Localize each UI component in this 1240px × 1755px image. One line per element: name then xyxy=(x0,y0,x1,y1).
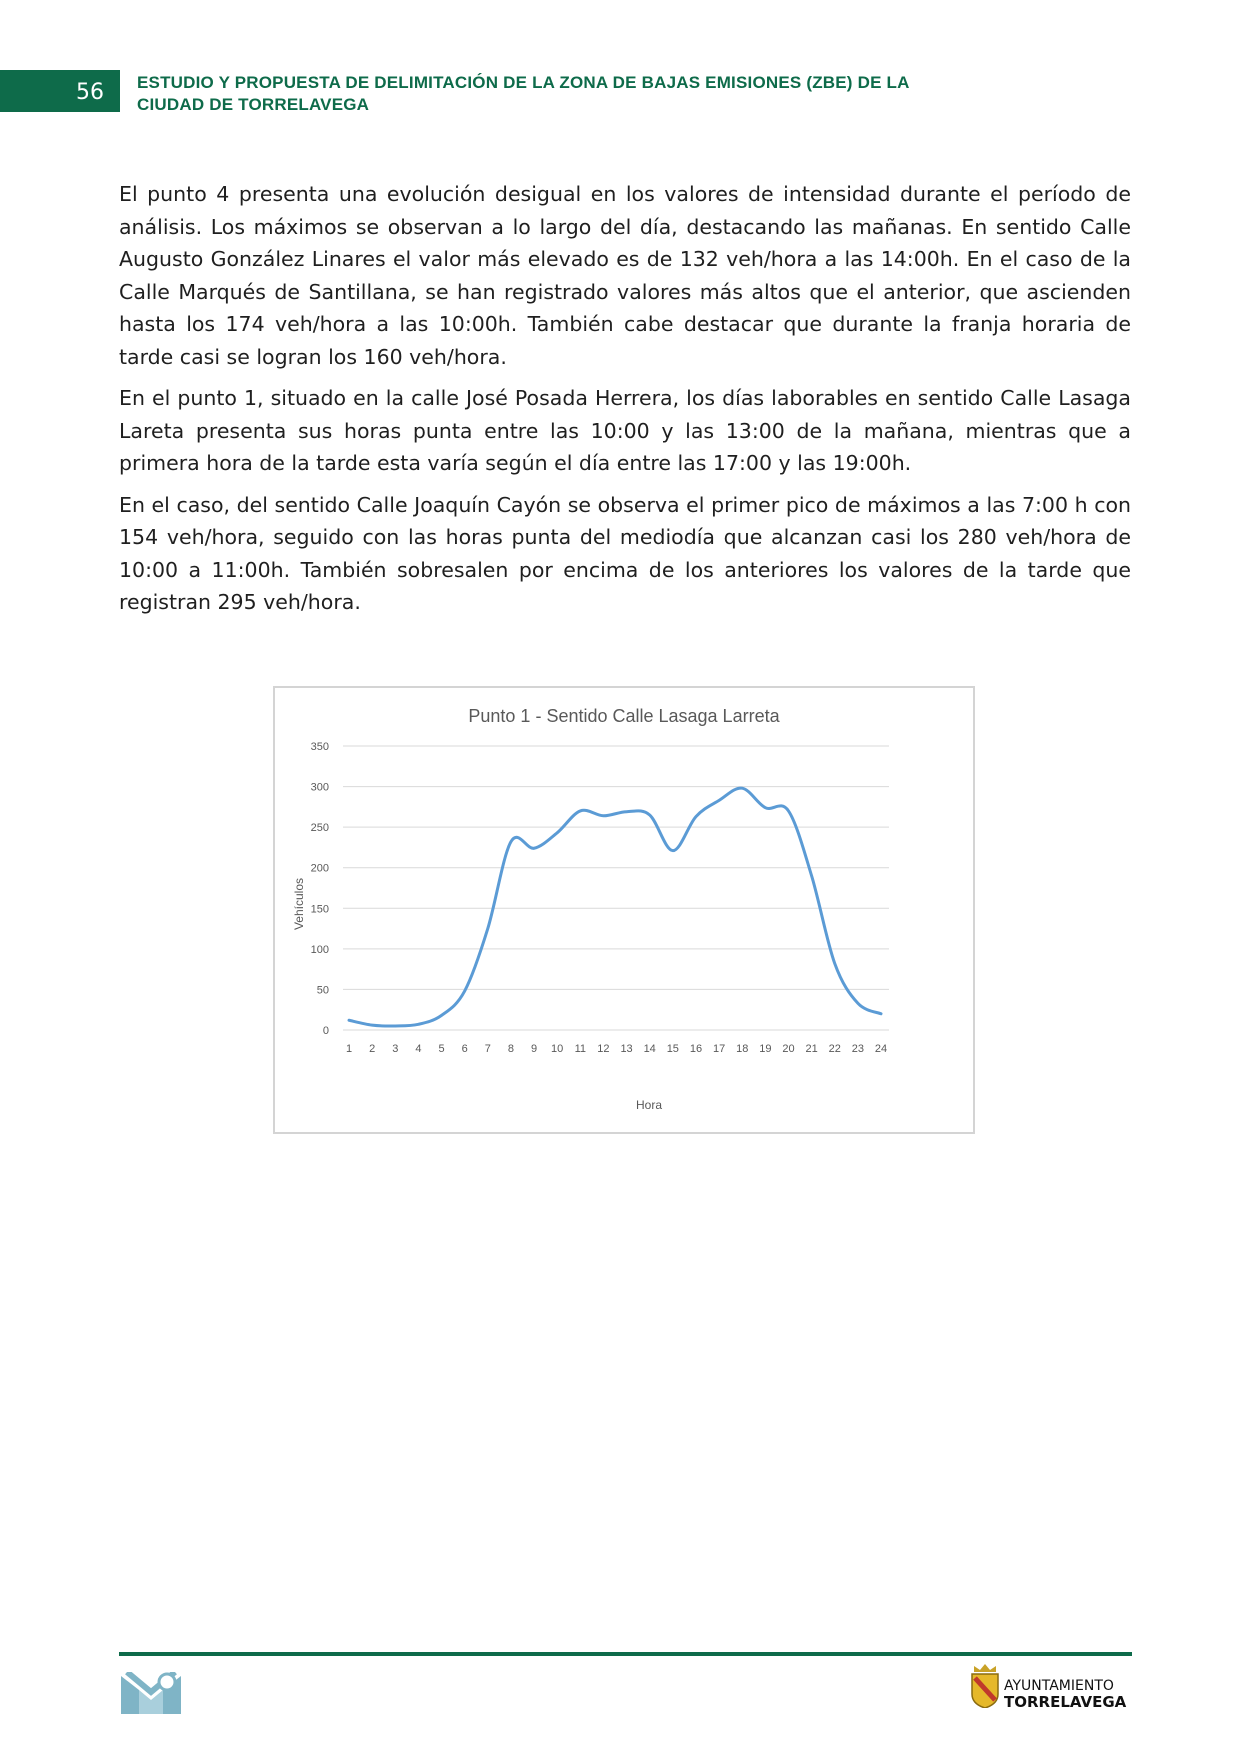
chart-x-axis-label: Hora xyxy=(635,1098,663,1112)
chart-x-tick-label: 1 xyxy=(345,1043,353,1055)
chart-x-tick-label: 5 xyxy=(438,1043,445,1055)
chart-y-tick-label: 50 xyxy=(316,984,329,997)
chart-x-tick-label: 16 xyxy=(689,1043,703,1055)
chart-x-tick-label: 20 xyxy=(782,1043,795,1055)
chart-x-tick-label: 12 xyxy=(597,1043,610,1055)
chart-y-axis-label: Vehículos xyxy=(292,877,306,931)
chart-y-tick-label: 250 xyxy=(310,822,329,835)
chart-y-tick-labels xyxy=(311,741,329,1037)
line-chart xyxy=(275,688,973,1132)
chart-x-tick-label: 13 xyxy=(620,1043,633,1055)
chart-container xyxy=(273,686,975,1134)
chart-y-tick-label: 150 xyxy=(310,903,329,916)
chart-x-tick-label: 4 xyxy=(415,1043,422,1055)
paragraph: En el punto 1, situado en la calle José Posada Herrera, los días laborables en sentido Calle Lasaga Lareta presenta sus horas punta entre las 10:00 y las 13:00 de la mañana, mientras que a primera hora de la tarde esta varía según el día entre las 17:00 y las 19:00h. xyxy=(119,386,1131,475)
chart-y-tick-label: 350 xyxy=(310,741,329,753)
chart-y-tick-label: 0 xyxy=(322,1025,329,1037)
page-number: 56 xyxy=(76,80,104,105)
chart-title: Punto 1 - Sentido Calle Lasaga Larreta xyxy=(468,706,780,726)
chart-x-tick-label: 17 xyxy=(712,1043,726,1055)
chart-x-tick-label: 19 xyxy=(759,1043,772,1055)
paragraph: El punto 4 presenta una evolución desigual en los valores de intensidad durante el período de análisis. Los máximos se observan a lo largo del día, destacando las mañanas. En sentido Calle Augusto González Linares el valor más elevado es de 132 veh/hora a las 14:00h. En el caso de la Calle Marqués de Santillana, se han registrado valores más altos que el anterior, que ascienden hasta los 174 veh/hora a las 10:00h. También cabe destacar que durante la franja horaria de tarde casi se logran los 160 veh/hora. xyxy=(119,182,1131,369)
chart-x-tick-label: 18 xyxy=(736,1043,749,1055)
footer-divider xyxy=(119,1652,1132,1656)
body-text xyxy=(119,178,1131,628)
chart-x-tick-label: 6 xyxy=(461,1043,468,1055)
document-title-line2: CIUDAD DE TORRELAVEGA xyxy=(137,95,370,114)
document-title xyxy=(137,72,1037,116)
chart-x-tick-label: 24 xyxy=(874,1043,888,1055)
chart-x-tick-label: 2 xyxy=(369,1043,376,1055)
coat-of-arms-icon xyxy=(970,1664,1000,1713)
paragraph: En el caso, del sentido Calle Joaquín Cayón se observa el primer pico de máximos a las 7:00 h con 154 veh/hora, seguido con las horas punta del mediodía que alcanzan casi los 280 veh/hora de 10:00 a 11:00h. También sobresalen por encima de los anteriores los valores de la tarde que registran 295 veh/hora. xyxy=(119,492,1131,614)
ayuntamiento-logo-line1: AYUNTAMIENTO xyxy=(1004,1678,1114,1694)
chart-y-tick-label: 100 xyxy=(310,943,329,956)
chart-x-tick-label: 21 xyxy=(805,1043,818,1055)
chart-y-tick-label: 200 xyxy=(310,862,329,875)
organization-logo-icon xyxy=(121,1672,181,1719)
chart-x-tick-label: 15 xyxy=(666,1043,679,1055)
chart-x-tick-label: 7 xyxy=(484,1043,491,1055)
chart-x-tick-label: 22 xyxy=(828,1043,841,1055)
chart-x-tick-label: 11 xyxy=(574,1043,587,1055)
chart-y-tick-label: 300 xyxy=(310,781,329,794)
chart-x-tick-labels xyxy=(346,1043,887,1055)
chart-x-tick-label: 23 xyxy=(851,1043,864,1055)
chart-x-tick-label: 9 xyxy=(530,1043,538,1055)
chart-gridlines xyxy=(343,746,889,1030)
chart-x-tick-label: 3 xyxy=(392,1043,399,1055)
ayuntamiento-logo-text xyxy=(1004,1678,1126,1710)
chart-x-tick-label: 10 xyxy=(551,1043,564,1055)
document-title-line1: ESTUDIO Y PROPUESTA DE DELIMITACIÓN DE LA ZONA DE BAJAS EMISIONES (ZBE) DE LA xyxy=(137,73,910,92)
chart-x-tick-label: 14 xyxy=(643,1043,656,1055)
ayuntamiento-logo-line2: TORRELAVEGA xyxy=(1004,1693,1127,1711)
chart-x-tick-label: 8 xyxy=(507,1043,514,1055)
chart-series-line xyxy=(349,788,881,1026)
